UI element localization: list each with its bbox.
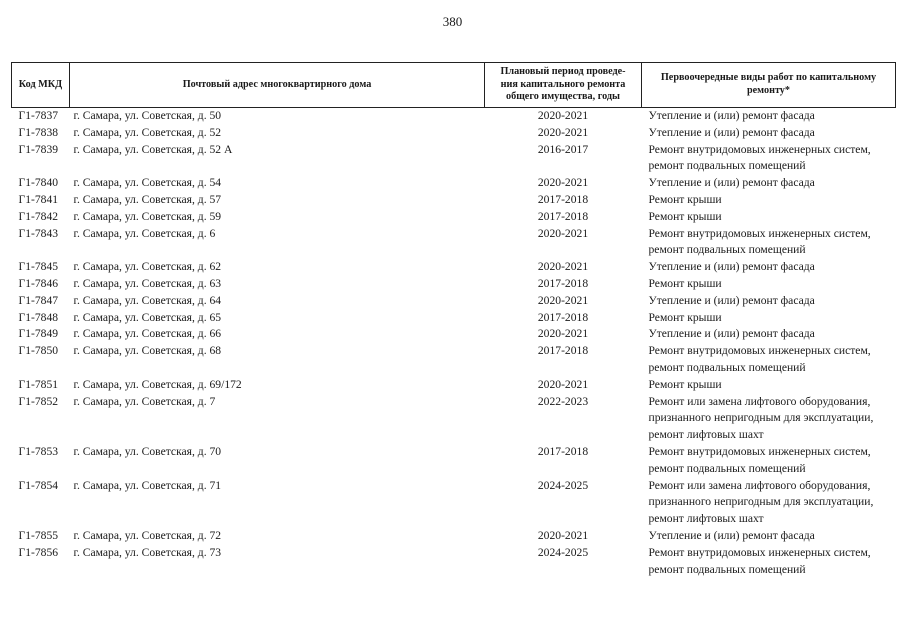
- row-address: г. Самара, ул. Советская, д. 64: [73, 293, 222, 307]
- row-works-line: Ремонт внутридомовых инженерных систем,: [648, 142, 871, 156]
- row-works: [642, 343, 896, 377]
- row-code: Г1-7845: [18, 260, 59, 274]
- table-row: [12, 175, 896, 192]
- row-works: [642, 175, 896, 192]
- row-code: Г1-7855: [18, 528, 59, 542]
- row-works: [642, 142, 896, 176]
- row-period: 2017-2018: [537, 444, 589, 458]
- row-works-line: ремонт подвальных помещений: [648, 159, 806, 173]
- table-row: [12, 226, 896, 260]
- row-period: 2022-2023: [537, 394, 589, 408]
- row-address: г. Самара, ул. Советская, д. 54: [73, 176, 222, 190]
- row-period: 2020-2021: [537, 125, 589, 139]
- row-address: г. Самара, ул. Советская, д. 63: [73, 276, 222, 290]
- header-row: [12, 63, 896, 108]
- row-works: [642, 192, 896, 209]
- row-works-line: Ремонт крыши: [648, 276, 722, 290]
- row-works: [642, 276, 896, 293]
- row-code: Г1-7838: [18, 125, 59, 139]
- row-period: 2017-2018: [537, 276, 589, 290]
- row-period: 2024-2025: [537, 545, 589, 559]
- row-code: Г1-7842: [18, 209, 59, 223]
- row-code: Г1-7854: [18, 478, 59, 492]
- table-row: [12, 377, 896, 394]
- row-code: Г1-7843: [18, 226, 59, 240]
- header-period-line: общего имущества, годы: [506, 91, 620, 103]
- row-address: г. Самара, ул. Советская, д. 73: [73, 545, 222, 559]
- row-address: г. Самара, ул. Советская, д. 52: [73, 125, 222, 139]
- row-works: [642, 293, 896, 310]
- table-row: [12, 478, 896, 528]
- row-works: [642, 394, 896, 444]
- row-works-line: ремонт подвальных помещений: [648, 243, 806, 257]
- row-address: г. Самара, ул. Советская, д. 62: [73, 260, 222, 274]
- row-works: [642, 125, 896, 142]
- row-works: [642, 209, 896, 226]
- row-period: 2017-2018: [537, 310, 589, 324]
- row-address: г. Самара, ул. Советская, д. 65: [73, 310, 222, 324]
- row-works-line: Утепление и (или) ремонт фасада: [648, 125, 815, 139]
- row-address: г. Самара, ул. Советская, д. 66: [73, 327, 222, 341]
- table-header: [12, 63, 896, 108]
- table-body: [12, 108, 896, 579]
- row-code: Г1-7851: [18, 377, 59, 391]
- row-address: г. Самара, ул. Советская, д. 71: [73, 478, 222, 492]
- row-works: [642, 310, 896, 327]
- row-code: Г1-7847: [18, 293, 59, 307]
- row-address: г. Самара, ул. Советская, д. 52 А: [73, 142, 233, 156]
- row-period: 2020-2021: [537, 528, 589, 542]
- row-works: [642, 326, 896, 343]
- header-works-line: Первоочередные виды работ по капитальному: [660, 72, 877, 84]
- row-code: Г1-7840: [18, 176, 59, 190]
- row-period: 2016-2017: [537, 142, 589, 156]
- header-works: [642, 63, 896, 108]
- row-code: Г1-7853: [18, 444, 59, 458]
- row-works-line: ремонт подвальных помещений: [648, 360, 806, 374]
- row-period: 2020-2021: [537, 176, 589, 190]
- row-works-line: Ремонт крыши: [648, 377, 722, 391]
- table-row: [12, 293, 896, 310]
- row-works-line: признанного непригодным для эксплуатации,: [648, 495, 874, 509]
- row-address: г. Самара, ул. Советская, д. 69/172: [73, 377, 242, 391]
- row-period: 2020-2021: [537, 327, 589, 341]
- row-works-line: Ремонт крыши: [648, 310, 722, 324]
- row-code: Г1-7849: [18, 327, 59, 341]
- row-works-line: Утепление и (или) ремонт фасада: [648, 109, 815, 122]
- row-address: г. Самара, ул. Советская, д. 6: [73, 226, 216, 240]
- table-row: [12, 444, 896, 478]
- table-row: [12, 343, 896, 377]
- row-period: 2020-2021: [537, 226, 589, 240]
- row-code: Г1-7856: [18, 545, 59, 559]
- row-code: Г1-7841: [18, 192, 59, 206]
- row-address: г. Самара, ул. Советская, д. 70: [73, 444, 222, 458]
- row-works-line: Утепление и (или) ремонт фасада: [648, 176, 815, 190]
- row-works-line: Ремонт крыши: [648, 192, 722, 206]
- row-works-line: ремонт лифтовых шахт: [648, 512, 764, 526]
- row-works-line: Утепление и (или) ремонт фасада: [648, 293, 815, 307]
- row-code: Г1-7846: [18, 276, 59, 290]
- row-period: 2017-2018: [537, 192, 589, 206]
- row-works-line: Ремонт внутридомовых инженерных систем,: [648, 545, 871, 559]
- row-address: г. Самара, ул. Советская, д. 72: [73, 528, 222, 542]
- header-period: [485, 63, 642, 108]
- row-works-line: Ремонт внутридомовых инженерных систем,: [648, 444, 871, 458]
- row-works-line: Утепление и (или) ремонт фасада: [648, 528, 815, 542]
- row-works: [642, 108, 896, 125]
- row-address: г. Самара, ул. Советская, д. 57: [73, 192, 222, 206]
- table-row: [12, 326, 896, 343]
- row-code: Г1-7837: [18, 109, 59, 122]
- row-works-line: Ремонт или замена лифтового оборудования,: [648, 394, 871, 408]
- row-works-line: Утепление и (или) ремонт фасада: [648, 260, 815, 274]
- row-works-line: Ремонт внутридомовых инженерных систем,: [648, 226, 871, 240]
- table-row: [12, 310, 896, 327]
- table-row: [12, 108, 896, 125]
- header-period-line: ния капитального ремонта: [500, 78, 626, 90]
- capital-repair-table: [11, 62, 896, 578]
- row-period: 2017-2018: [537, 344, 589, 358]
- row-period: 2020-2021: [537, 260, 589, 274]
- header-code: Код МКД: [12, 63, 70, 108]
- row-works: [642, 444, 896, 478]
- row-works-line: признанного непригодным для эксплуатации,: [648, 411, 874, 425]
- table-row: [12, 276, 896, 293]
- table-row: [12, 192, 896, 209]
- row-code: Г1-7848: [18, 310, 59, 324]
- row-address: г. Самара, ул. Советская, д. 7: [73, 394, 216, 408]
- header-address: Почтовый адрес многоквартирного дома: [70, 63, 485, 108]
- row-period: 2020-2021: [537, 293, 589, 307]
- row-works-line: Ремонт внутридомовых инженерных систем,: [648, 344, 871, 358]
- table-row: [12, 528, 896, 545]
- row-code: Г1-7839: [18, 142, 59, 156]
- table-row: [12, 209, 896, 226]
- row-works: [642, 528, 896, 545]
- row-works-line: ремонт подвальных помещений: [648, 562, 806, 576]
- table-row: [12, 142, 896, 176]
- row-works-line: ремонт лифтовых шахт: [648, 428, 764, 442]
- row-works: [642, 226, 896, 260]
- row-works-line: Утепление и (или) ремонт фасада: [648, 327, 815, 341]
- header-works-line: ремонту*: [746, 85, 790, 96]
- row-works: [642, 478, 896, 528]
- row-period: 2024-2025: [537, 478, 589, 492]
- table-row: [12, 545, 896, 579]
- table-row: [12, 125, 896, 142]
- table-row: [12, 259, 896, 276]
- row-works-line: ремонт подвальных помещений: [648, 461, 806, 475]
- row-period: 2017-2018: [537, 209, 589, 223]
- row-period: 2020-2021: [537, 109, 589, 122]
- row-works-line: Ремонт или замена лифтового оборудования,: [648, 478, 871, 492]
- row-works: [642, 377, 896, 394]
- row-code: Г1-7852: [18, 394, 59, 408]
- row-address: г. Самара, ул. Советская, д. 59: [73, 209, 222, 223]
- row-works: [642, 545, 896, 579]
- table-row: [12, 394, 896, 444]
- row-address: г. Самара, ул. Советская, д. 68: [73, 344, 222, 358]
- row-address: г. Самара, ул. Советская, д. 50: [73, 109, 222, 122]
- header-period-line: Плановый период проведе-: [500, 66, 626, 78]
- row-works-line: Ремонт крыши: [648, 209, 722, 223]
- row-period: 2020-2021: [537, 377, 589, 391]
- page-number: 380: [442, 14, 463, 29]
- row-works: [642, 259, 896, 276]
- row-code: Г1-7850: [18, 344, 59, 358]
